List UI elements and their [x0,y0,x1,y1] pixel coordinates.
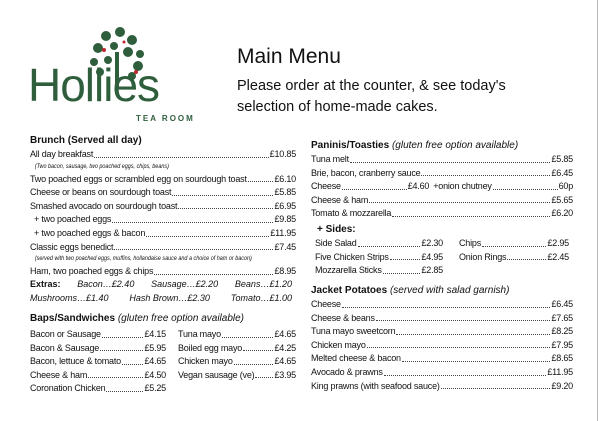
menu-item [311,312,573,326]
dot-leader [243,342,273,352]
item-price: £6.20 [551,208,573,219]
brunch-note: (Served all day) [67,135,142,146]
dot-leader [234,355,274,365]
page-edge [597,0,598,421]
dot-leader [248,173,274,183]
item-price: £8.25 [551,326,573,337]
item-name: + two poached eggs [34,214,112,225]
section-heading [30,133,296,148]
menu-item [311,194,573,208]
menu-item [311,207,573,221]
item-name: Chips [459,238,482,248]
dot-leader [482,237,546,247]
subtitle-line: Please order at the counter, & see today's [237,78,506,94]
dot-leader [172,186,273,196]
sides-section [315,222,573,278]
item-price: £10.85 [269,149,296,159]
dot-leader [146,227,269,237]
extras-section [30,278,292,305]
dot-leader [367,339,551,349]
left-column [30,328,166,396]
item-description: (Two bacon, sausage, two poached eggs, chips, beans) [34,162,169,170]
item-price: £9.20 [551,380,573,391]
extra-item: Hash Brown…£2.30 [129,292,210,303]
item-name: Avocado & prawns [311,366,383,377]
dot-leader [402,352,551,362]
dot-leader [350,153,551,163]
baps-note: (gluten free option available) [117,313,245,324]
logo-wordmark: Hollies [28,59,160,111]
item-description: (served with two poached eggs, muffins, hollandaise sauce and a choice of ham or bacon) [34,255,252,263]
extra-item: Mushrooms…£1.40 [30,292,109,303]
item-name: All day breakfast [30,149,94,159]
two-column-list [315,237,573,278]
item-price: £2.95 [547,238,569,248]
menu-item [30,200,296,214]
dot-leader [178,200,273,210]
item-price: £3.95 [274,369,296,380]
item-name: Bacon or Sausage [30,329,101,339]
item-price: £7.45 [274,241,296,252]
item-price: £2.45 [547,251,569,262]
menu-item [311,339,573,353]
baps-section [30,311,296,396]
menu-item [311,352,573,366]
item-name: Cheese & beans [311,312,375,323]
item-price: £6.45 [551,299,573,309]
item-price: £6.95 [274,200,296,211]
item-price: £4.65 [144,356,166,367]
item-price: £8.95 [274,266,296,277]
section-heading [30,311,296,326]
item-name: Cheese or beans on sourdough toast [30,187,172,198]
menu-item [30,148,296,162]
item-name: Ham, two poached eggs & chips [30,266,154,277]
dot-leader [342,180,407,190]
item-price: £4.95 [421,251,443,262]
jacket-title: Jacket Potatoes [311,285,388,296]
item-name: Tomato & mozzarella [311,208,392,219]
dot-leader [222,328,274,338]
menu-item [178,355,296,369]
menu-item [311,180,573,194]
menu-item [30,382,166,396]
menu-item [30,186,296,200]
menu-item [315,264,443,278]
item-name: Side Salad [315,238,357,248]
item-price: £7.95 [551,339,573,350]
item-price: £4.50 [144,369,166,380]
item-name: Melted cheese & bacon [311,353,401,364]
item-price: £4.60 [407,181,430,192]
menu-item [311,153,573,167]
item-name: Mozzarella Sticks [315,265,382,276]
item-price: £4.25 [274,342,296,353]
item-name: Boiled egg mayo [178,342,243,353]
item-name: Vegan sausage (ve) [178,369,255,380]
menu-item [178,342,296,356]
menu-item [178,369,296,383]
extra-item: Beans…£1.20 [234,279,292,289]
dot-leader [358,237,421,247]
dot-leader [369,194,550,204]
item-price: £2.85 [421,265,443,276]
dot-leader [383,264,421,274]
dot-leader [114,241,273,251]
two-column-list [30,328,296,396]
dot-leader [88,369,143,379]
left-column [315,237,443,278]
sides-title: + Sides: [317,224,356,235]
baps-title: Baps/Sandwiches [30,313,116,324]
menu-item [178,328,296,342]
menu-item [311,298,573,312]
dot-leader [106,382,143,392]
logo [28,22,198,126]
menu-item [311,380,573,394]
menu-item [311,167,573,181]
menu-item [30,369,166,383]
item-price: £5.85 [551,154,573,164]
item-name: Tuna melt [311,154,349,164]
dot-leader [154,265,273,275]
extra-item: Bacon…£2.40 [77,279,135,289]
item-name: Onion Rings [459,251,507,262]
dot-leader [493,180,558,190]
right-column [178,328,296,396]
item-name: Bacon, lettuce & tomato [30,356,121,367]
item-name: Cheese & ham [311,194,369,205]
item-name: + two poached eggs & bacon [34,227,146,238]
item-price: £7.65 [551,312,573,323]
item-price: £4.65 [274,329,296,339]
menu-item [30,355,166,369]
right-column [459,237,569,278]
dot-leader [94,148,269,158]
item-price: £11.95 [270,227,296,238]
menu-item [311,325,573,339]
extras-label: Extras: [30,279,61,289]
dot-leader [441,380,551,390]
brunch-section [30,133,296,279]
dot-leader [384,366,547,376]
menu-item [30,227,296,241]
item-name: Five Chicken Strips [315,251,389,262]
item-price: £5.25 [144,383,166,394]
paninis-title: Paninis/Toasties [311,140,390,151]
item-name: Two poached eggs or scrambled egg on sourdough toast [30,173,247,184]
extra-item: Tomato…£1.00 [230,292,292,303]
menu-item [459,251,569,265]
section-heading [311,138,573,153]
item-price: £4.15 [144,329,166,339]
extras-row [30,278,292,292]
item-price: £6.45 [551,167,573,178]
item-price: £4.65 [274,356,296,367]
extra-item: Sausage…£2.20 [151,279,219,289]
dot-leader [255,369,273,379]
jacket-note: (served with salad garnish) [389,285,510,296]
subtitle-line: selection of home-made cakes. [237,99,438,115]
item-name: Chicken mayo [311,339,366,350]
dot-leader [100,342,143,352]
item-price: £9.85 [274,214,296,225]
menu-item [30,342,166,356]
menu-item [315,237,443,251]
menu-item [30,213,296,227]
item-name: Coronation Chicken [30,383,106,394]
item-price: £5.85 [274,187,296,198]
dot-leader [122,355,144,365]
dot-leader [507,251,546,261]
item-name: Brie, bacon, cranberry sauce [311,167,421,178]
menu-item [311,366,573,380]
item-name: Chicken mayo [178,356,233,367]
item-price: £5.65 [551,194,573,205]
dot-leader [376,312,551,322]
item-name: Classic eggs benedict [30,241,114,252]
item-name: Cheese [311,181,341,192]
menu-item [315,251,443,265]
item-price: £2.30 [421,238,443,248]
menu-item [30,265,296,279]
item-name: Cheese & ham [30,369,88,380]
menu-item [459,237,569,251]
item-name: Cheese [311,299,341,309]
dot-leader [112,213,273,223]
jacket-section [311,283,573,393]
extras-row [30,292,292,306]
dot-leader [342,298,551,308]
item-price: £6.10 [274,173,296,184]
brunch-title: Brunch [30,135,65,146]
item-name: Tuna mayo [178,329,221,339]
dot-leader [392,207,550,217]
paninis-section [311,138,573,221]
menu-item [30,173,296,187]
page-title: Main Menu [237,45,341,68]
menu-item [30,241,296,255]
paninis-note: (gluten free option available) [391,140,519,151]
dot-leader [421,167,550,177]
logo-tagline: TEA ROOM [136,114,195,123]
menu-item [30,328,166,342]
item-name: Smashed avocado on sourdough toast [30,200,178,211]
item-name: King prawns (with seafood sauce) [311,380,440,391]
item-name: Tuna mayo sweetcorn [311,326,396,337]
dot-leader [102,328,144,338]
item-extra-name: +onion chutney [433,181,492,192]
section-heading [311,283,573,298]
item-price: £8.65 [551,353,573,364]
item-extra-price: 60p [558,181,573,192]
item-price: £5.95 [144,342,166,353]
dot-leader [396,325,550,335]
page-subtitle [237,76,592,118]
item-name: Bacon & Sausage [30,342,100,353]
dot-leader [390,251,421,261]
item-price: £11.95 [547,366,573,377]
